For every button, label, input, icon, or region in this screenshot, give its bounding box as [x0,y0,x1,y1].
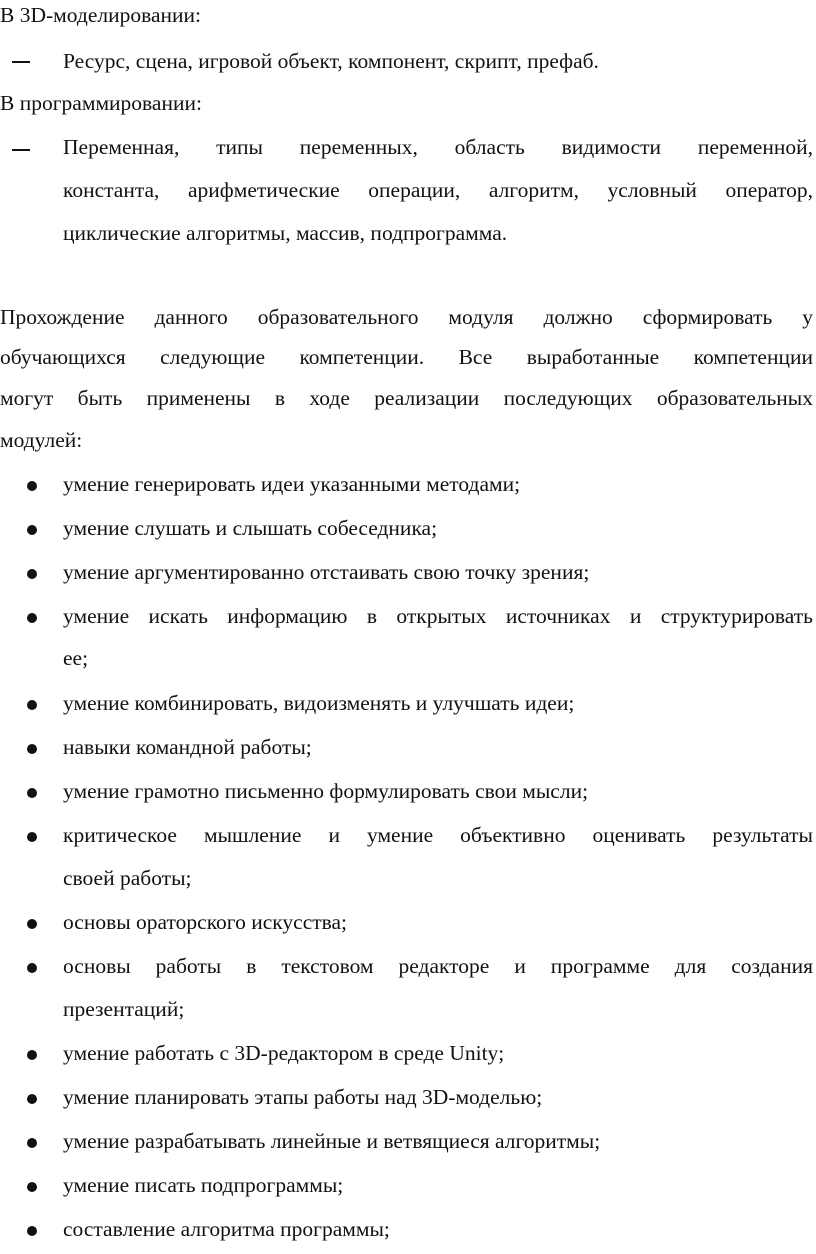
competency-item: умение работать с 3D-редактором в среде Unity; [63,1041,505,1065]
bullet-icon [27,1138,37,1148]
bullet-icon [27,919,37,929]
dash-marker [12,61,30,63]
competency-item: умение комбинировать, видоизменять и улучшать идеи; [63,691,575,715]
bullet-icon [27,525,37,535]
bullet-icon [27,1050,37,1060]
competency-item: умение планировать этапы работы над 3D-моделью; [63,1085,543,1109]
bullet-icon [27,481,37,491]
competency-item: умение генерировать идеи указанными методами; [63,472,521,496]
competency-item-line-2: презентаций; [63,997,185,1021]
bullet-icon [27,613,37,623]
programming-terms-line-2: константа, арифметические операции, алгоритм, условный оператор, [63,178,813,202]
competency-item: умение грамотно письменно формулировать свои мысли; [63,779,589,803]
modeling-terms-item: Ресурс, сцена, игровой объект, компонент, скрипт, префаб. [63,49,599,73]
competency-item: навыки командной работы; [63,735,312,759]
intro-paragraph-line-3: могут быть применены в ходе реализации последующих образовательных [0,386,813,410]
competency-item: составление алгоритма программы; [63,1217,390,1241]
competency-item-line-2: своей работы; [63,866,192,890]
dash-marker [12,149,30,151]
intro-paragraph-line-4: модулей: [0,428,83,452]
bullet-icon [27,744,37,754]
bullet-icon [27,1226,37,1236]
bullet-icon [27,1182,37,1192]
programming-terms-line-3: циклические алгоритмы, массив, подпрограмма. [63,221,508,245]
bullet-icon [27,963,37,973]
intro-paragraph-line-1: Прохождение данного образовательного модуля должно сформировать у [0,305,813,329]
programming-terms-line-1: Переменная, типы переменных, область видимости переменной, [63,135,813,159]
bullet-icon [27,832,37,842]
bullet-icon [27,788,37,798]
bullet-icon [27,700,37,710]
intro-paragraph-line-2: обучающихся следующие компетенции. Все выработанные компетенции [0,345,813,369]
competency-item-line-1: основы работы в текстовом редакторе и программе для создания [63,954,813,978]
competency-item-line-1: критическое мышление и умение объективно оценивать результаты [63,823,813,847]
programming-heading: В программировании: [0,91,202,115]
competency-item: умение разрабатывать линейные и ветвящиеся алгоритмы; [63,1129,601,1153]
bullet-icon [27,1094,37,1104]
competency-item: умение аргументированно отстаивать свою точку зрения; [63,560,590,584]
modeling-heading: В 3D-моделировании: [0,3,202,27]
competency-item: умение слушать и слышать собеседника; [63,516,438,540]
competency-item-line-2: ее; [63,646,89,670]
competency-item: основы ораторского искусства; [63,910,348,934]
competency-item: умение писать подпрограммы; [63,1173,344,1197]
competency-item-line-1: умение искать информацию в открытых источниках и структурировать [63,604,813,628]
bullet-icon [27,569,37,579]
